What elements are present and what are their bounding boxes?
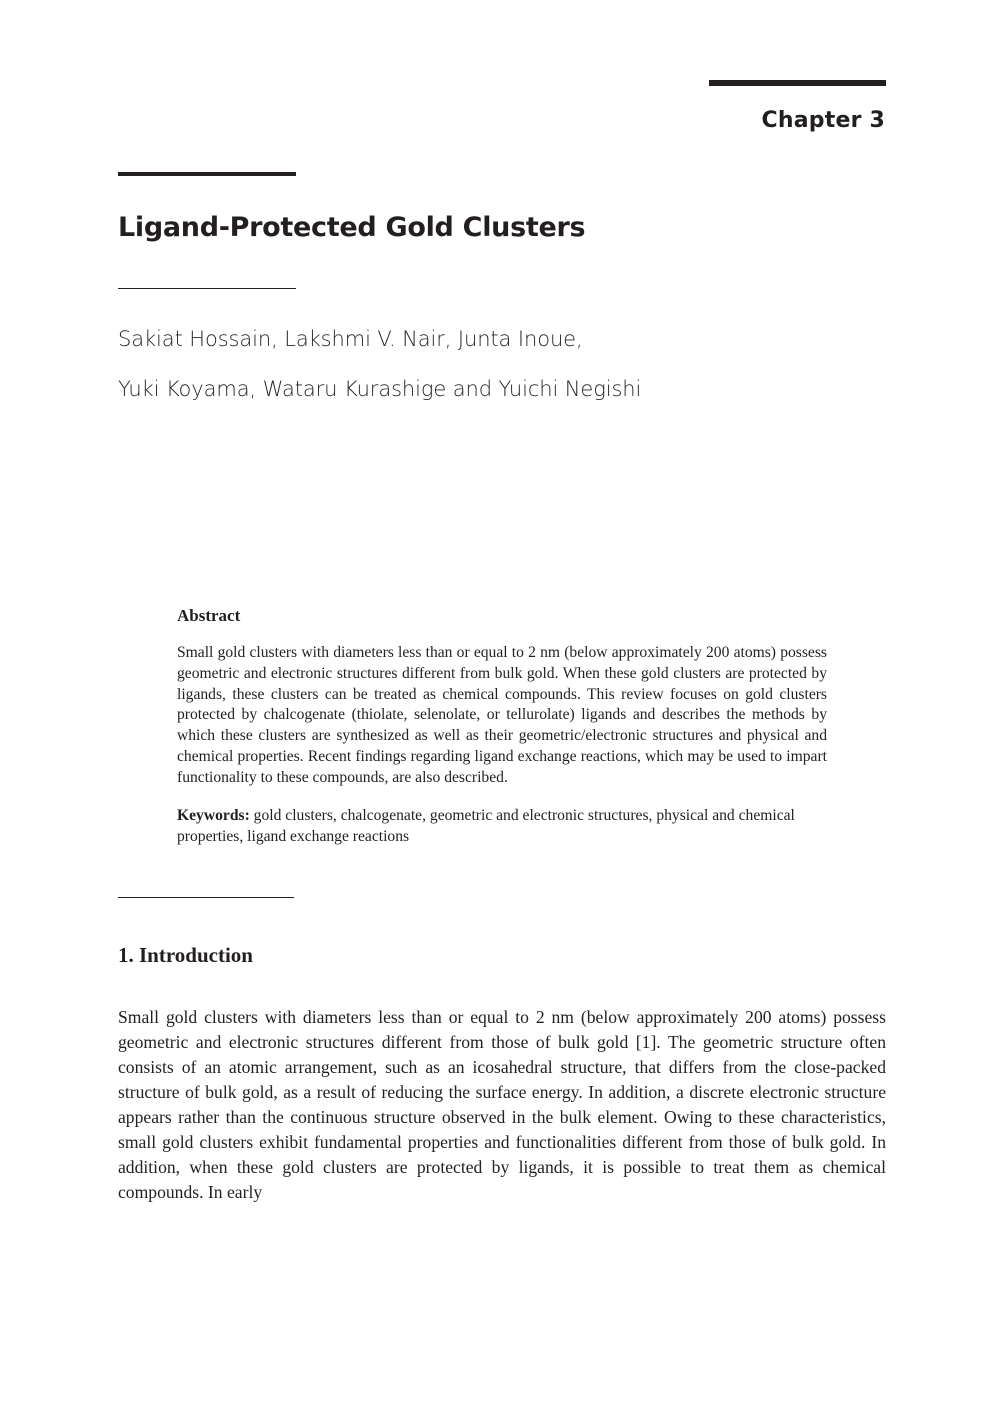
abstract-block [177, 606, 827, 847]
introduction-body: Small gold clusters with diameters less than or equal to 2 nm (below approximately 200 atoms) possess geometric and electronic structures different from those of bulk gold [1]. The geometric structure often consists of an atomic arrangement, such as an icosahedral structure, that differs from the close-packed structure of bulk gold, as a result of reducing the surface energy. In addition, a discrete electronic structure appears rather than the continuous structure observed in the bulk element. Owing to these characteristics, small gold clusters exhibit fundamental properties and functionalities different from those of bulk gold. In addition, when these gold clusters are protected by ligands, it is possible to treat them as chemical compounds. In early [118, 1007, 886, 1202]
authors-line-2: Yuki Koyama, Wataru Kurashige and Yuichi Negishi [118, 377, 642, 401]
chapter-top-rule [709, 80, 886, 86]
introduction-heading: 1. Introduction [118, 943, 253, 967]
chapter-title: Ligand-Protected Gold Clusters [118, 212, 586, 243]
abstract-body: Small gold clusters with diameters less than or equal to 2 nm (below approximately 200 atoms) possess geometric and electronic structures different from bulk gold. When these gold clusters are protected by ligands, these clusters can be treated as chemical compounds. This review focuses on gold clusters protected by chalcogenate (thiolate, selenolate, or tellurolate) ligands and describes the methods by which these clusters are synthesized as well as their geometric/electronic structures and physical and chemical properties. Recent findings regarding ligand exchange reactions, which may be used to impart functionality to these compounds, are also described. [177, 644, 827, 786]
chapter-label: Chapter 3 [761, 108, 885, 133]
abstract-heading: Abstract [177, 606, 241, 625]
authors-line-1: Sakiat Hossain, Lakshmi V. Nair, Junta Inoue, [118, 327, 583, 351]
keywords-text: gold clusters, chalcogenate, geometric and electronic structures, physical and chemical properties, ligand exchange reactions [177, 806, 795, 845]
title-bottom-rule [118, 288, 296, 289]
abstract-bottom-rule [118, 897, 294, 898]
keywords [177, 805, 797, 847]
keywords-label: Keywords: [177, 806, 250, 824]
title-top-rule [118, 172, 296, 176]
